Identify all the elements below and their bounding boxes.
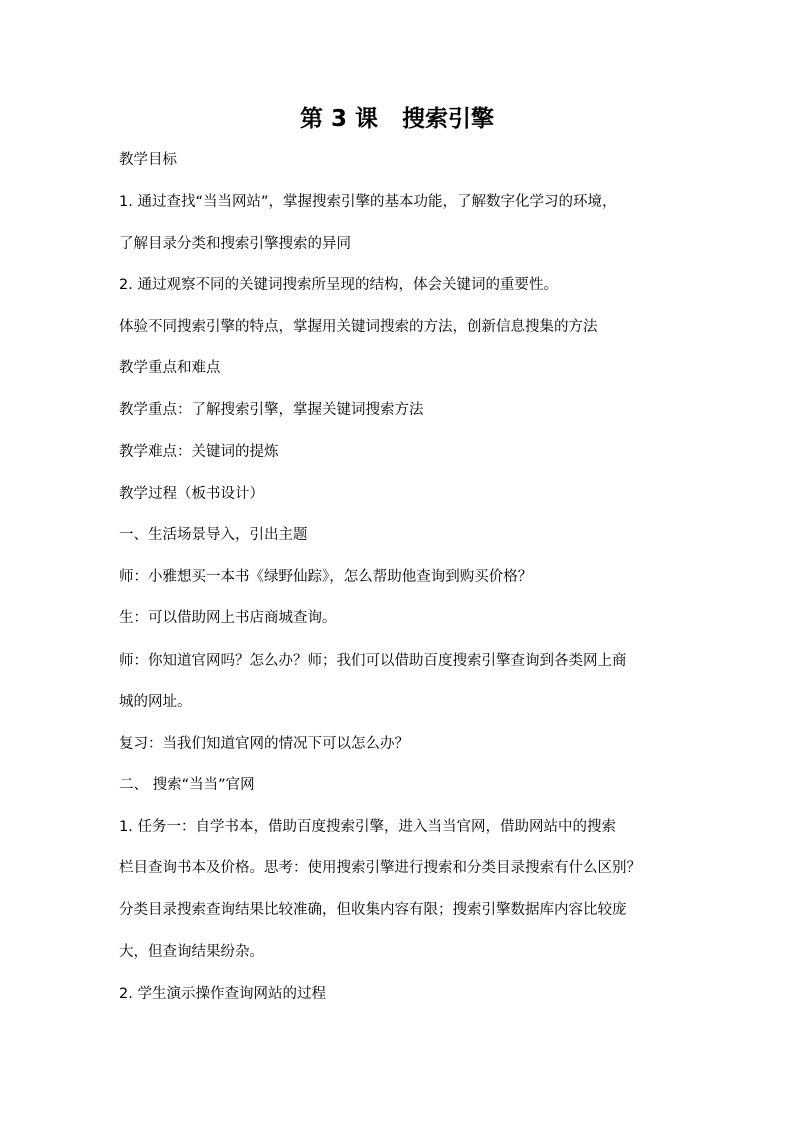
task-1-cont-2: 分类目录搜索查询结果比较准确，但收集内容有限；搜索引擎数据库内容比较庞 — [119, 902, 627, 918]
objective-3: 体验不同搜索引擎的特点，掌握用关键词搜索的方法，创新信息搜集的方法 — [119, 319, 598, 335]
part-2-heading: 二、 搜索“当当”官网 — [119, 777, 255, 793]
section-heading-process: 教学过程（板书设计） — [119, 486, 264, 502]
dialogue-teacher-2: 师：你知道官网吗？怎么办？师；我们可以借助百度搜索引擎查询到各类网上商 — [119, 653, 627, 669]
section-heading-objectives: 教学目标 — [119, 152, 177, 168]
difficult-point: 教学难点：关键词的提炼 — [119, 444, 279, 460]
section-heading-key-points: 教学重点和难点 — [119, 360, 221, 376]
part-1-heading: 一、生活场景导入，引出主题 — [119, 527, 308, 543]
dialogue-teacher-2-cont: 城的网址。 — [119, 694, 192, 710]
task-1: 1. 任务一：自学书本，借助百度搜索引擎，进入当当官网，借助网站中的搜索 — [119, 819, 616, 835]
review-question: 复习：当我们知道官网的情况下可以怎么办？ — [119, 736, 409, 752]
task-1-cont-1: 栏目查询书本及价格。思考：使用搜索引擎进行搜索和分类目录搜索有什么区别？ — [119, 860, 641, 876]
task-1-cont-3: 大，但查询结果纷杂。 — [119, 944, 264, 960]
dialogue-teacher-1: 师：小雅想买一本书《绿野仙踪》，怎么帮助他查询到购买价格？ — [119, 569, 533, 585]
task-2: 2. 学生演示操作查询网站的过程 — [119, 986, 326, 1002]
key-point: 教学重点：了解搜索引擎，掌握关键词搜索方法 — [119, 402, 424, 418]
objective-2: 2. 通过观察不同的关键词搜索所呈现的结构，体会关键词的重要性。 — [119, 277, 558, 293]
objective-1: 1. 通过查找“当当网站”，掌握搜索引擎的基本功能，了解数字化学习的环境， — [119, 194, 617, 210]
lesson-title: 第 3 课 搜索引擎 — [299, 106, 495, 132]
objective-1-cont: 了解目录分类和搜索引擎搜索的异同 — [119, 236, 351, 252]
dialogue-student-1: 生：可以借助网上书店商城查询。 — [119, 610, 337, 626]
